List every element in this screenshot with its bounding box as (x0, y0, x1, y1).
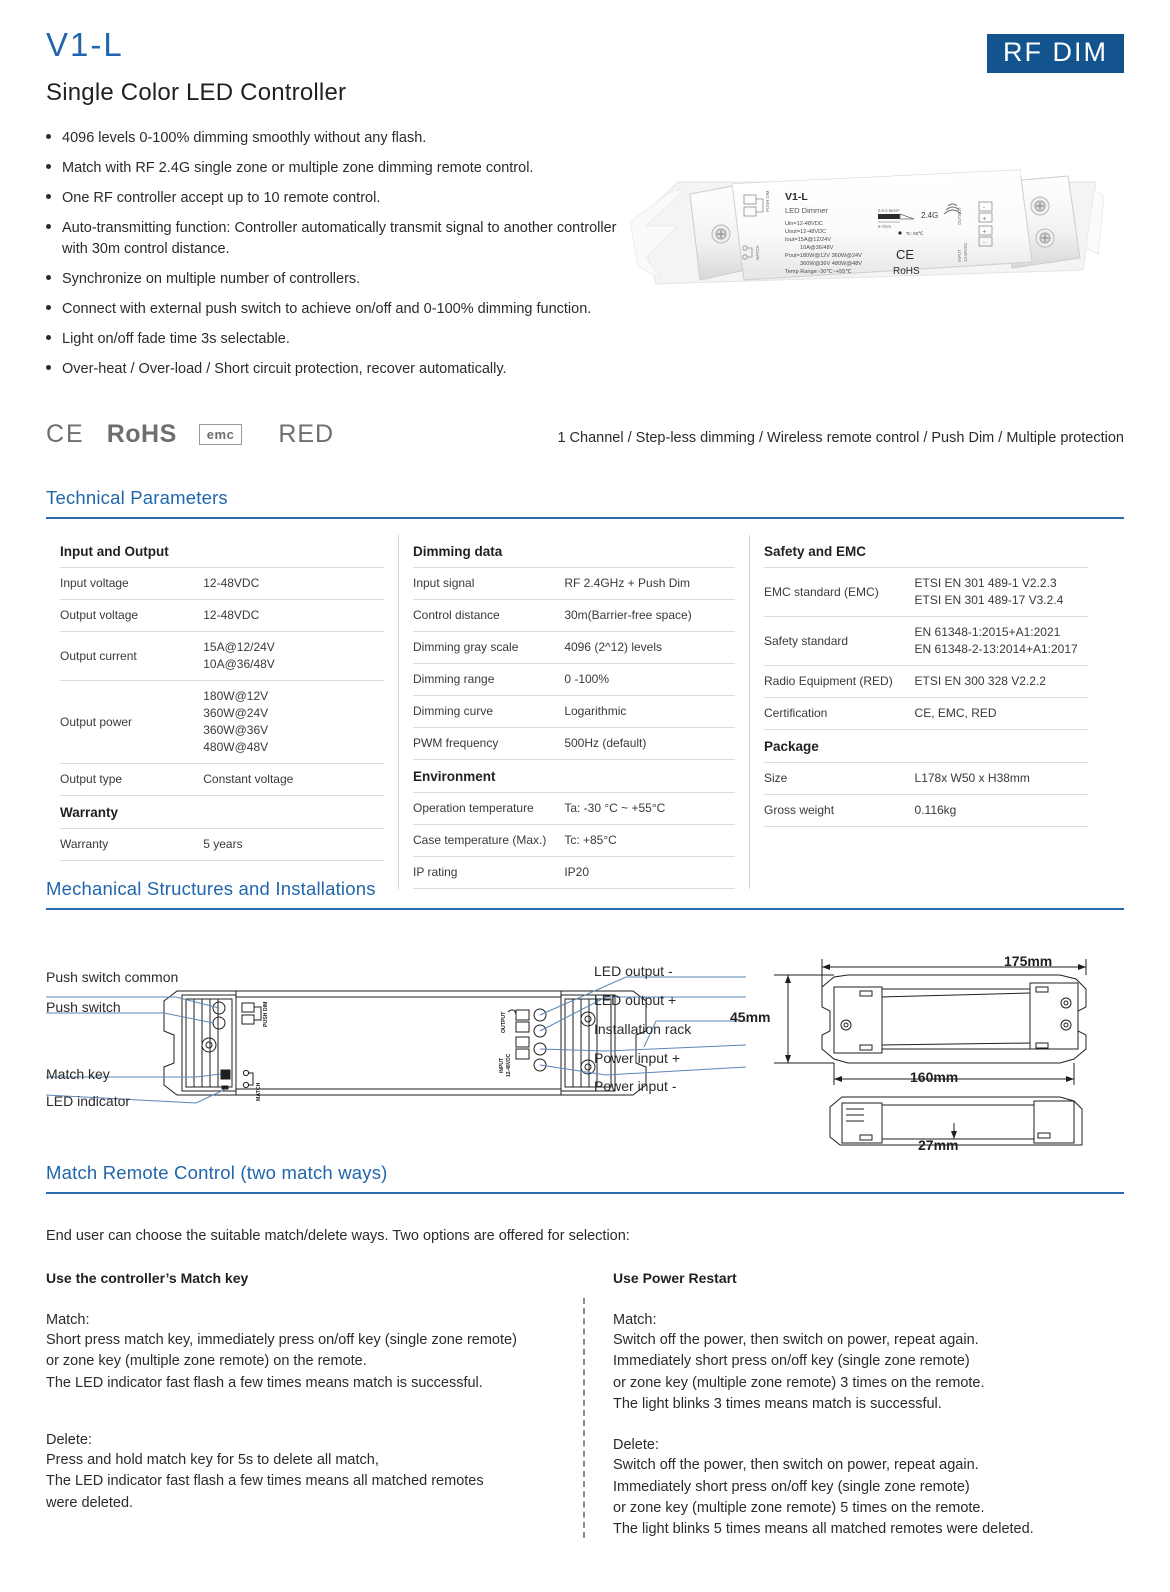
svg-text:Uout=12-48VDC: Uout=12-48VDC (785, 229, 827, 235)
dimension-thickness: 27mm (918, 1137, 959, 1153)
dimension-drawing-svg (730, 945, 1120, 1160)
spec-key: Control distance (413, 608, 500, 623)
spec-key: Output voltage (60, 608, 139, 623)
spec-value: 180W@12V 360W@24V 360W@36V 480W@48V (203, 689, 269, 755)
spec-key: Output type (60, 772, 123, 787)
match-left-match-title: Match: (46, 1312, 90, 1328)
silk-input-voltage: 12-48VDC (506, 1053, 512, 1077)
svg-text:Pout=180W@12V 360W@24V: Pout=180W@12V 360W@24V (785, 253, 862, 259)
silk-output: OUTPUT (501, 1011, 507, 1033)
svg-text:2.4G: 2.4G (921, 211, 939, 220)
feature-item (46, 269, 646, 290)
spec-value: 0.116kg (914, 803, 957, 818)
spec-row (60, 568, 384, 600)
svg-text:PUSH DIM: PUSH DIM (765, 190, 770, 212)
product-photo-svg (628, 162, 1106, 302)
mechanical-diagram (46, 955, 746, 1120)
spec-row (413, 728, 735, 760)
bullet-icon (46, 194, 51, 199)
spec-column-inner (46, 535, 398, 861)
feature-item (46, 359, 646, 380)
silk-input: INPUT (499, 1058, 505, 1073)
spec-value: 12-48VDC (203, 608, 260, 623)
match-right-match-block (613, 1312, 1094, 1415)
spec-column-bottom-rule (764, 826, 1088, 827)
spec-value: Ta: -30 °C ~ +55°C (564, 801, 666, 816)
svg-text:V1-L: V1-L (785, 191, 808, 203)
feature-text: Light on/off fade time 3s selectable. (62, 331, 290, 348)
match-right-match-title: Match: (613, 1312, 657, 1328)
silk-match: MATCH (256, 1082, 262, 1101)
spec-row (60, 829, 384, 861)
svg-text:+: + (982, 216, 987, 223)
svg-text:0.5-2.5mm²: 0.5-2.5mm² (878, 208, 900, 213)
bullet-icon (46, 365, 51, 370)
spec-group-table (764, 567, 1088, 729)
spec-row (764, 617, 1088, 666)
match-left-delete-block (46, 1432, 555, 1514)
spec-row (413, 825, 735, 857)
spec-value: EN 61348-1:2015+A1:2021 EN 61348-2-13:2014+A1:2017 (914, 625, 1078, 657)
spec-row (413, 696, 735, 728)
spec-row (60, 681, 384, 764)
spec-group-heading: Environment (413, 759, 735, 792)
spec-value: 0 -100% (564, 672, 610, 687)
spec-row (764, 763, 1088, 795)
spec-group-heading: Dimming data (413, 544, 503, 559)
match-column-power-restart (585, 1270, 1124, 1563)
mech-label-power-input-minus: Power input - (594, 1078, 677, 1094)
spec-column-inner (750, 535, 1102, 827)
feature-item (46, 128, 646, 149)
svg-text:Tc: 85℃: Tc: 85℃ (906, 231, 924, 236)
mech-label-led-output-minus: LED output - (594, 963, 673, 979)
spec-key: Warranty (60, 837, 109, 852)
spec-group-table (60, 567, 384, 795)
spec-key: Input signal (413, 576, 475, 590)
spec-row (413, 600, 735, 632)
spec-key: Case temperature (Max.) (413, 833, 547, 848)
spec-value: 500Hz (default) (564, 736, 647, 751)
match-left-match-lines: Short press match key, immediately press on/off key (single zone remote) or zone key (multiple zone remote) on the remote. The LED indicator fast flash a few times means match is successful. (46, 1332, 517, 1391)
dimension-length-inner: 160mm (910, 1069, 959, 1085)
spec-value: IP20 (564, 865, 590, 880)
spec-row (764, 795, 1088, 827)
svg-text:6-7mm: 6-7mm (878, 224, 892, 229)
match-left-delete-lines: Press and hold match key for 5s to delete all match, The LED indicator fast flash a few times means all matched remotes were deleted. (46, 1451, 484, 1511)
feature-item (46, 299, 646, 320)
feature-text: Connect with external push switch to achieve on/off and 0-100% dimming function. (62, 301, 592, 318)
section-title: Match Remote Control (two match ways) (46, 1162, 388, 1183)
spec-value: CE, EMC, RED (914, 706, 997, 721)
section-rule (46, 908, 1124, 910)
svg-text:RoHS: RoHS (893, 266, 920, 277)
spec-key: Output power (60, 714, 133, 729)
svg-text:Uin=12-48VDC: Uin=12-48VDC (785, 221, 823, 227)
feature-text: Auto-transmitting function: Controller automatically transmit signal to another controller with 30m control distance. (62, 220, 617, 258)
feature-text: Match with RF 2.4G single zone or multiple zone dimming remote control. (62, 160, 534, 177)
red-icon: RED (278, 420, 335, 448)
spec-key: Gross weight (764, 803, 835, 818)
spec-key: Operation temperature (413, 801, 534, 816)
svg-text:Iout=15A@12/24V: Iout=15A@12/24V (785, 237, 831, 243)
mech-label-led-output-plus: LED output + (594, 992, 677, 1008)
bullet-icon (46, 275, 51, 280)
spec-value: 12-48VDC (203, 576, 260, 590)
spec-group-table (764, 762, 1088, 826)
specification-table (46, 535, 1124, 889)
section-title: Mechanical Structures and Installations (46, 878, 376, 899)
spec-group-table (413, 567, 735, 759)
section-technical-parameters (46, 487, 1124, 519)
dimension-drawing (730, 945, 1120, 1160)
bullet-icon (46, 305, 51, 310)
feature-item (46, 218, 646, 260)
svg-text:CE: CE (896, 247, 915, 262)
spec-key: Radio Equipment (RED) (764, 674, 893, 689)
spec-row (764, 666, 1088, 698)
svg-text:MATCH: MATCH (755, 245, 760, 260)
match-left-match-block (46, 1312, 555, 1394)
spec-row (413, 568, 735, 600)
spec-key: Size (764, 771, 788, 786)
spec-value: Constant voltage (203, 772, 294, 787)
feature-text: Synchronize on multiple number of controllers. (62, 271, 361, 288)
section-rule (46, 1192, 1124, 1194)
bullet-icon (46, 335, 51, 340)
svg-text:LED Dimmer: LED Dimmer (785, 206, 828, 215)
spec-value: RF 2.4GHz + Push Dim (564, 576, 691, 590)
ce-icon: CE (46, 420, 85, 448)
match-columns (46, 1270, 1124, 1563)
spec-key: Dimming gray scale (413, 640, 519, 655)
match-right-delete-block (613, 1437, 1094, 1540)
svg-text:360W@36V 480W@48V: 360W@36V 480W@48V (800, 261, 863, 267)
spec-key: Input voltage (60, 576, 129, 590)
certification-row (46, 420, 1124, 456)
match-right-match-lines: Switch off the power, then switch on power, repeat again. Immediately short press on/off key (single zone remote) or zone key (multiple zone remote) 3 times on the remote. The light blinks 3 times means match is successful. (613, 1332, 985, 1412)
svg-text:12-48VDC: 12-48VDC (963, 242, 968, 262)
silk-push-dim: PUSH DIM (263, 1001, 269, 1027)
feature-item (46, 329, 646, 350)
mech-label-push-switch: Push switch (46, 999, 121, 1015)
section-match-remote-control (46, 1162, 1124, 1194)
spec-value: Tc: +85°C (564, 833, 617, 848)
spec-value: 5 years (203, 837, 243, 852)
svg-text:Temp Range:-30℃~+55℃: Temp Range:-30℃~+55℃ (785, 269, 852, 275)
page-header (46, 28, 1124, 107)
spec-value: Logarithmic (564, 704, 627, 719)
feature-text: Over-heat / Over-load / Short circuit protection, recover automatically. (62, 361, 507, 378)
spec-row (413, 632, 735, 664)
product-model-title: V1-L (46, 26, 124, 63)
spec-key: EMC standard (EMC) (764, 584, 879, 599)
rf-dim-badge: RF DIM (987, 34, 1124, 73)
product-photo (628, 162, 1106, 302)
svg-text:+: + (982, 229, 987, 236)
spec-row (413, 793, 735, 825)
dimension-length-outer: 175mm (1004, 953, 1053, 969)
spec-value: ETSI EN 301 489-1 V2.2.3 ETSI EN 301 489-17 V3.2.4 (914, 576, 1064, 608)
spec-column (750, 535, 1102, 889)
section-mechanical-structures (46, 878, 1124, 910)
spec-row (764, 568, 1088, 617)
emc-icon: emc (199, 424, 243, 445)
bullet-icon (46, 134, 51, 139)
svg-text:INPUT: INPUT (957, 249, 962, 262)
section-title: Technical Parameters (46, 487, 228, 508)
rohs-icon: RoHS (106, 420, 177, 448)
bullet-icon (46, 164, 51, 169)
spec-value: 30m(Barrier-free space) (564, 608, 692, 623)
spec-value: 15A@12/24V 10A@36/48V (203, 640, 275, 672)
spec-key: Dimming curve (413, 704, 494, 719)
mech-label-power-input-plus: Power input + (594, 1050, 680, 1066)
spec-row (60, 600, 384, 632)
spec-row (764, 698, 1088, 730)
svg-text:-: - (983, 240, 985, 246)
mech-label-match-key: Match key (46, 1066, 110, 1082)
feature-text: 4096 levels 0-100% dimming smoothly without any flash. (62, 130, 427, 146)
svg-text:10A@36/48V: 10A@36/48V (800, 245, 834, 251)
spec-column-bottom-rule (60, 860, 384, 861)
match-column-match-key (46, 1270, 585, 1563)
match-right-heading: Use Power Restart (613, 1270, 737, 1286)
spec-key: Dimming range (413, 672, 495, 687)
product-subtitle: Single Color LED Controller (46, 79, 347, 106)
feature-item (46, 188, 646, 209)
spec-row (60, 764, 384, 796)
spec-group-heading: Input and Output (60, 544, 169, 559)
match-left-heading: Use the controller’s Match key (46, 1270, 249, 1286)
spec-row (413, 664, 735, 696)
match-right-delete-title: Delete: (613, 1437, 659, 1454)
match-intro-text: End user can choose the suitable match/delete ways. Two options are offered for selection: (46, 1228, 630, 1244)
spec-group-heading: Safety and EMC (764, 544, 867, 559)
spec-key: Certification (764, 706, 828, 721)
feature-item (46, 158, 646, 179)
dimension-height: 45mm (730, 1009, 771, 1025)
spec-group-table (60, 828, 384, 860)
spec-group-heading: Package (764, 729, 1088, 762)
feature-text: One RF controller accept up to 10 remote control. (62, 190, 381, 207)
mech-label-led-indicator: LED indicator (46, 1093, 131, 1109)
section-rule (46, 517, 1124, 519)
spec-key: PWM frequency (413, 736, 499, 751)
spec-key: Safety standard (764, 633, 849, 648)
spec-column-inner (399, 535, 749, 889)
feature-list (46, 128, 646, 389)
spec-row (60, 632, 384, 681)
spec-column (398, 535, 750, 889)
mech-label-push-switch-common: Push switch common (46, 969, 179, 985)
spec-column (46, 535, 398, 889)
spec-key: Output current (60, 648, 137, 663)
spec-value: L178x W50 x H38mm (914, 771, 1030, 786)
mech-label-installation-rack: Installation rack (594, 1021, 692, 1037)
spec-group-heading: Warranty (60, 795, 384, 828)
match-right-delete-lines: Switch off the power, then switch on power, repeat again. Immediately short press on/off key (single zone remote) or zone key (multiple zone remote) 5 times on the remote. The light blinks 5 times means all matched remotes were deleted. (613, 1457, 1034, 1538)
spec-value: 4096 (2^12) levels (564, 640, 663, 655)
svg-text:-: - (983, 205, 985, 211)
spec-value: ETSI EN 300 328 V2.2.2 (914, 674, 1046, 689)
spec-key: IP rating (413, 865, 458, 880)
bullet-icon (46, 224, 51, 229)
feature-tagline: 1 Channel / Step-less dimming / Wireless remote control / Push Dim / Multiple protection (557, 430, 1124, 446)
match-left-delete-title: Delete: (46, 1431, 92, 1448)
spec-group-table (413, 792, 735, 888)
svg-text:OUTPUT: OUTPUT (957, 206, 962, 225)
